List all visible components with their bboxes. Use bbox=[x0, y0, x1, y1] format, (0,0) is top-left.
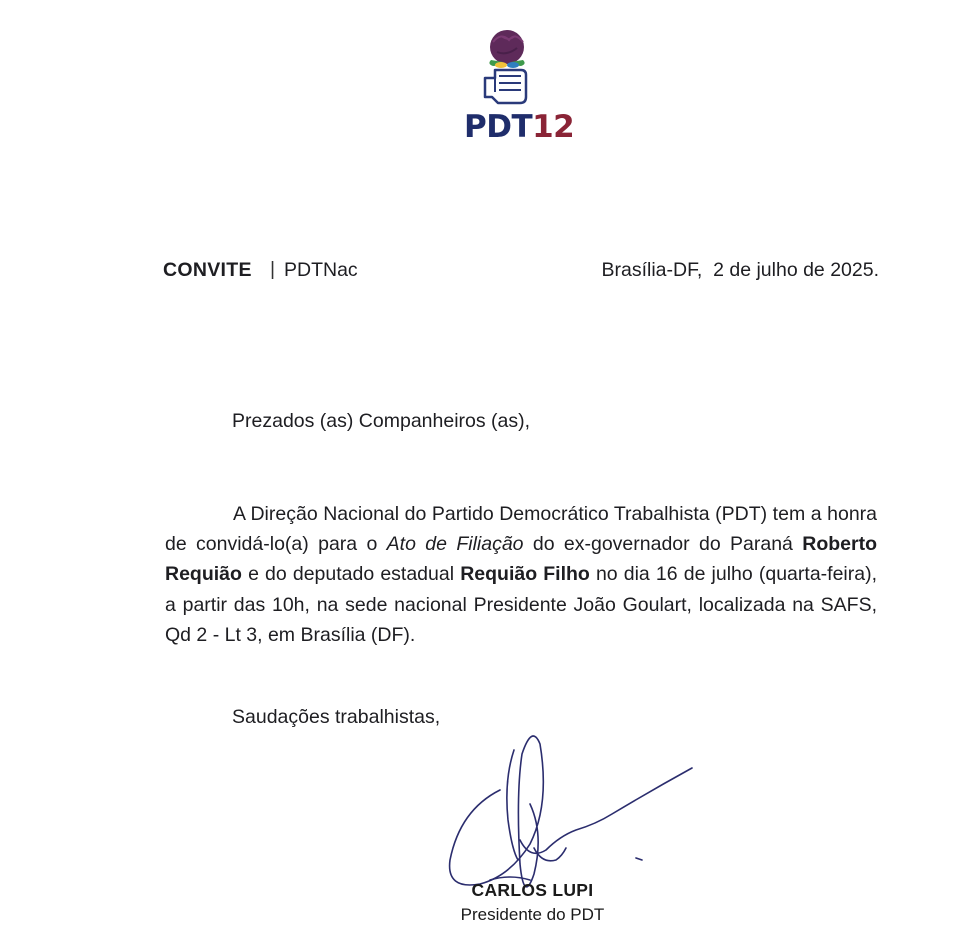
event-name: Ato de Filiação bbox=[386, 533, 524, 556]
honoree-name-2: Requião Filho bbox=[460, 563, 590, 586]
body-part-1: A Direção Nacional do Partido Democrático Trabalhista (PDT) tem a honra de convidá-lo(a) para o bbox=[165, 503, 877, 556]
body-part-4: no dia 16 de julho (quarta-feira), a partir das 10h, na sede nacional Presidente João Goulart, localizada na SAFS, Qd 2 - Lt 3, em Brasília (DF). bbox=[165, 563, 877, 646]
logo-wordmark bbox=[464, 109, 575, 145]
body-part-3: e do deputado estadual bbox=[241, 563, 461, 586]
letter-header bbox=[163, 259, 879, 289]
signer-role: Presidente do PDT bbox=[460, 905, 605, 924]
signer-name: CARLOS LUPI bbox=[471, 880, 594, 900]
header-source: PDTNac bbox=[284, 259, 358, 281]
letter-date: Brasília-DF, 2 de julho de 2025. bbox=[601, 259, 879, 281]
header-separator: | bbox=[270, 258, 276, 280]
body-part-2: do ex-governador do Paraná bbox=[523, 533, 803, 556]
logo-pdt-text: PDT bbox=[464, 109, 533, 145]
rose-fist-icon bbox=[455, 26, 585, 116]
signer-block bbox=[455, 880, 610, 925]
logo-number-text: 12 bbox=[532, 109, 575, 145]
pdt-logo bbox=[455, 26, 585, 146]
honoree-name-1: Roberto Requião bbox=[165, 533, 877, 586]
salutation: Prezados (as) Companheiros (as), bbox=[232, 410, 531, 432]
signature-image bbox=[430, 730, 710, 900]
letter-body bbox=[165, 499, 877, 650]
convite-title: CONVITE bbox=[163, 259, 252, 281]
closing: Saudações trabalhistas, bbox=[232, 706, 441, 728]
